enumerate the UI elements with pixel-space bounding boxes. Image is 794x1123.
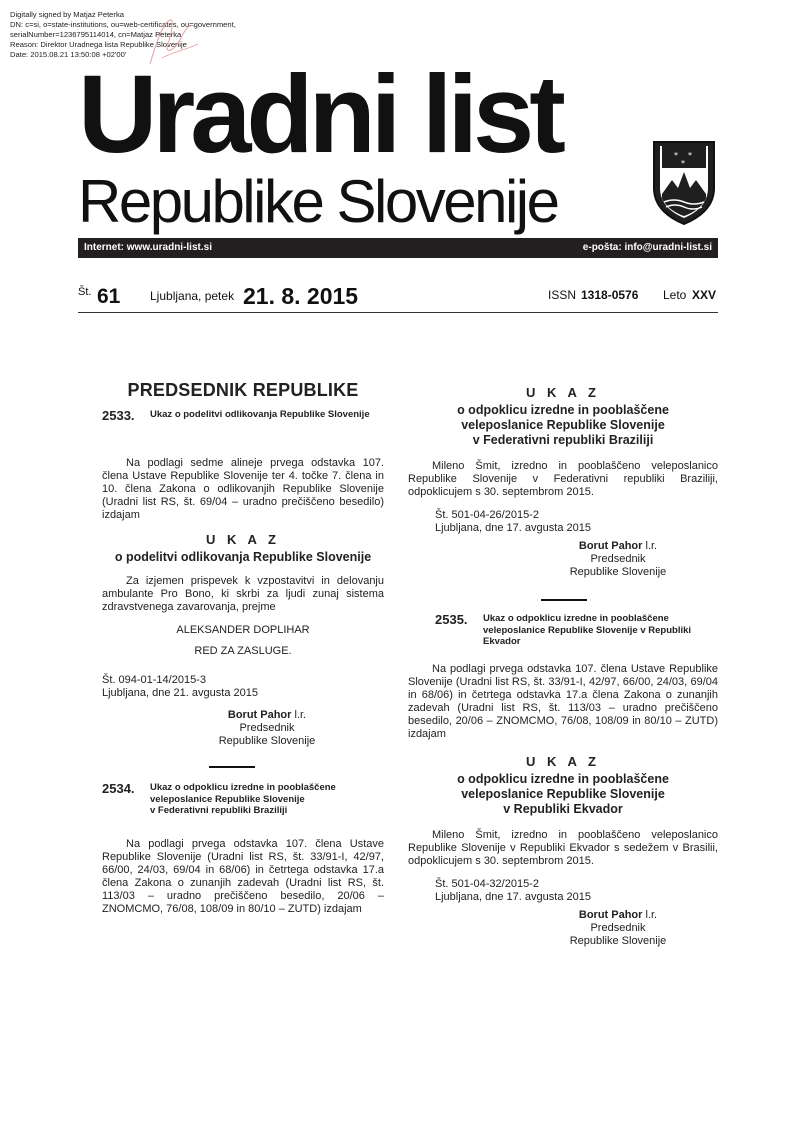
issue-date-line: Ljubljana, dne 17. avgusta 2015 — [435, 891, 591, 903]
signer-org: Republike Slovenije — [569, 566, 667, 578]
signer-org: Republike Slovenije — [218, 735, 316, 747]
entry-title — [150, 782, 384, 817]
contact-bar — [78, 238, 718, 258]
issue-number-label: Št. — [78, 286, 92, 298]
entry-2533-header — [102, 409, 384, 449]
ukaz-title-line: v Federativni republiki Braziliji — [472, 433, 654, 447]
ukaz-heading: U K A Z — [526, 754, 600, 769]
entry-title: Ukaz o odpoklicu izredne in pooblaščene veleposlanice Republike Slovenije v Republiki Ekvador — [483, 613, 692, 647]
issue-place-day: Ljubljana, petek — [150, 289, 235, 303]
email-link[interactable]: e-pošta: info@uradni-list.si — [582, 242, 712, 253]
entry-intro: Na podlagi prvega odstavka 107. člena Ustave Republike Slovenije (Uradni list RS, št. 33/91-I, 42/97, 66/00, 24/03, 69/04 in 68/06) in četrtega odstavka 17.a člena Zakona o zunanjih zadevah (Uradni list RS, št. 113/03 – uradno prečiščeno besedilo, 20/06 – ZNOMCMO, 76/08, 108/09 in 80/10 – ZUTD) izdajam — [102, 838, 384, 915]
ukaz-body: Mileno Šmit, izredno in pooblaščeno veleposlanico Republike Slovenije v Republiki Ekvador s sedežem v Brasilii, odpoklicujem s 30. septembrom 2015. — [408, 829, 718, 867]
entry-title: Ukaz o podelitvi odlikovanja Republike Slovenije — [150, 409, 370, 420]
issue-number: 61 — [97, 285, 121, 308]
signer-block — [192, 709, 342, 748]
ukaz-title-line: o odpoklicu izredne in pooblaščene — [457, 772, 669, 786]
signer-org: Republike Slovenije — [569, 935, 667, 947]
entry-2534-header — [102, 782, 384, 824]
issue-date: 21. 8. 2015 — [243, 283, 359, 309]
reference-number: Št. 094-01-14/2015-3 — [102, 674, 206, 686]
issn-label: ISSN — [548, 288, 577, 302]
entry-number: 2534. — [102, 781, 135, 796]
svg-text:*: * — [681, 159, 685, 168]
signer-role: Predsednik — [239, 722, 295, 734]
year-value: XXV — [692, 288, 717, 302]
ukaz-title-line: v Republiki Ekvador — [503, 802, 623, 816]
ukaz-heading: U K A Z — [526, 385, 600, 400]
entry-title-line: v Federativni republiki Braziliji — [150, 805, 288, 816]
recipient-name: ALEKSANDER DOPLIHAR — [176, 624, 310, 636]
entry-number: 2533. — [102, 408, 135, 423]
signature-line: serialNumber=1236795114014, cn=Matjaz Peterka — [10, 30, 182, 39]
ukaz-body: Za izjemen prispevek k vzpostavitvi in delovanju ambulante Pro Bono, ki skrbi za ljudi zunaj sistema zdravstvenega zavarovanja, prejme — [102, 575, 384, 613]
masthead-subtitle: Republike Slovenije — [78, 168, 558, 235]
ukaz-heading: U K A Z — [206, 532, 280, 547]
left-column — [102, 380, 384, 916]
masthead-title: Uradni list — [78, 53, 561, 176]
signature-line: Reason: Direktor Uradnega lista Republike Slovenije — [10, 40, 187, 49]
entry-intro: Na podlagi sedme alineje prvega odstavka 107. člena Ustave Republike Slovenije ter 4. točke 7. člena in 10. člena Zakona o odlikovanjih Republike Slovenije (Uradni list RS, št. 69/04 – uradno prečiščeno besedilo) izdajam — [102, 457, 384, 521]
entry-2535-header — [435, 613, 718, 653]
entry-number: 2535. — [435, 612, 468, 627]
year-label: Leto — [663, 288, 687, 302]
section-heading: PREDSEDNIK REPUBLIKE — [127, 380, 359, 400]
signer-lr: l.r. — [642, 540, 658, 552]
issue-date-line: Ljubljana, dne 21. avgusta 2015 — [102, 687, 258, 699]
signer-block — [543, 540, 693, 579]
entry-intro: Na podlagi prvega odstavka 107. člena Ustave Republike Slovenije (Uradni list RS, št. 33/91-I, 42/97, 66/00, 24/03, 69/04 in 68/06) in četrtega odstavka 17.a člena Zakona o zunanjih zadevah (Uradni list RS, št. 113/03 – uradno prečiščeno besedilo, 20/06 – ZNOMCMO, 76/08, 108/09 in 80/10 – ZUTD) izdajam — [408, 663, 718, 740]
right-column — [408, 386, 718, 948]
signer-role: Predsednik — [590, 922, 646, 934]
issue-info — [78, 282, 718, 313]
signature-line: Date: 2015.08.21 13:50:08 +02'00' — [10, 50, 127, 59]
ukaz-title-line: veleposlanice Republike Slovenije — [461, 787, 665, 801]
ukaz-body: Mileno Šmit, izredno in pooblaščeno veleposlanico Republike Slovenije v Federativni republiki Braziliji, odpoklicujem s 30. septembrom 2015. — [408, 460, 718, 498]
issn-value: 1318-0576 — [581, 288, 639, 302]
reference-number: Št. 501-04-26/2015-2 — [435, 509, 539, 521]
entry-title-line: Ukaz o odpoklicu izredne in pooblaščene — [150, 782, 336, 793]
signer-name: Borut Pahor — [578, 909, 643, 921]
issue-date-line: Ljubljana, dne 17. avgusta 2015 — [435, 522, 591, 534]
website-link[interactable]: Internet: www.uradni-list.si — [84, 242, 212, 253]
ukaz-title — [408, 772, 718, 817]
reference-number: Št. 501-04-32/2015-2 — [435, 878, 539, 890]
coat-of-arms-icon — [650, 138, 718, 226]
signer-role: Predsednik — [590, 553, 646, 565]
ukaz-title — [408, 403, 718, 448]
signature-line: Digitally signed by Matjaz Peterka — [10, 10, 124, 19]
signer-block — [543, 909, 693, 948]
signer-lr: l.r. — [642, 909, 658, 921]
section-divider — [209, 766, 255, 768]
svg-text:*: * — [674, 151, 678, 160]
award-name: RED ZA ZASLUGE. — [194, 645, 292, 657]
signature-line: DN: c=si, o=state-institutions, ou=web-certificates, ou=government, — [10, 20, 236, 29]
signer-name: Borut Pahor — [578, 540, 643, 552]
signer-name: Borut Pahor — [227, 709, 292, 721]
ukaz-title-line: veleposlanice Republike Slovenije — [461, 418, 665, 432]
entry-title-line: veleposlanice Republike Slovenije — [150, 793, 305, 805]
section-divider — [541, 599, 587, 601]
ukaz-title: o podelitvi odlikovanja Republike Slovenije — [114, 550, 372, 564]
signer-lr: l.r. — [291, 709, 307, 721]
ukaz-title-line: o odpoklicu izredne in pooblaščene — [457, 403, 669, 417]
svg-text:*: * — [688, 151, 692, 160]
